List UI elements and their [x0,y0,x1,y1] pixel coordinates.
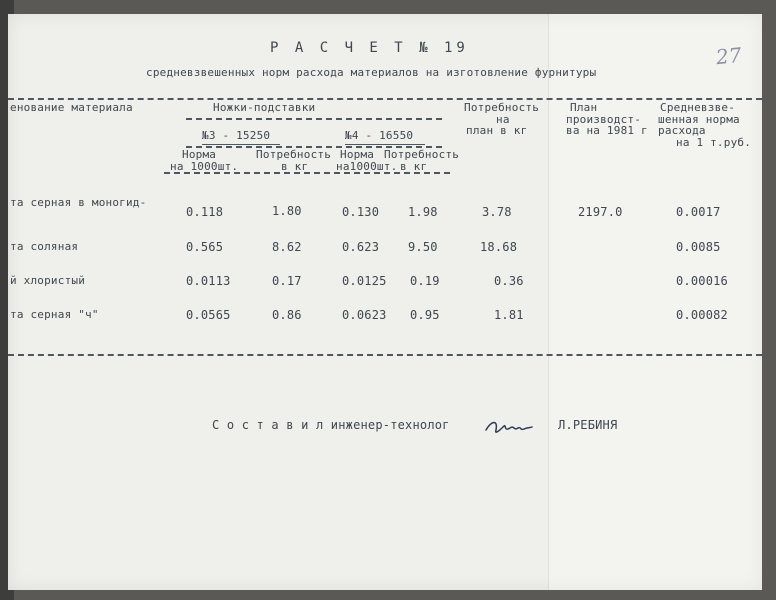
header-plan-need-b: на [496,113,510,126]
header-sub1: №3 - 15250 [202,129,271,142]
header-need1-b: в кг [281,160,309,173]
header-plan-need-c: план в кг [466,124,528,137]
row-material: та серная в моногид- [10,196,147,209]
table-bottom-rule [8,354,762,356]
row-plan: 2197.0 [578,205,623,219]
header-norm2-b: на1000шт. [336,160,398,173]
compiler-name: Л.РЕБИНЯ [558,418,618,432]
header-avg-d: на 1 т.руб. [676,136,752,149]
handwritten-page-number: 27 [714,42,743,70]
row-need2: 0.19 [410,274,440,288]
row-norm2: 0.0125 [342,274,387,288]
row-norm1: 0.0113 [186,274,231,288]
document-subtitle: средневзвешенных норм расхода материалов на изготовление фурнитуры [146,66,597,79]
row-avg: 0.00082 [676,308,728,322]
paper-fold [548,14,549,590]
header-material: енование материала [10,101,133,114]
row-plan-need: 1.81 [494,308,524,322]
row-norm1: 0.565 [186,240,224,254]
row-need1: 1.80 [272,204,302,218]
row-need2: 0.95 [410,308,440,322]
handwritten-signature [484,416,534,438]
header-plan-a: План [570,101,598,114]
row-norm2: 0.623 [342,240,380,254]
header-norm1-b: на 1000шт. [170,160,239,173]
row-need1: 8.62 [272,240,302,254]
row-plan-need: 18.68 [480,240,518,254]
header-bottom-rule [164,172,450,174]
header-avg-c: расхода [658,124,706,137]
header-plan-b: производст- [566,113,642,126]
compiled-by: С о с т а в и л инженер-технолог [212,418,450,432]
row-need1: 0.17 [272,274,302,288]
row-norm1: 0.118 [186,205,224,219]
group-rule [186,118,442,120]
row-norm2: 0.130 [342,205,380,219]
row-need1: 0.86 [272,308,302,322]
header-plan-c: ва на 1981 г [566,124,648,137]
sub2-underline [345,144,425,145]
header-need2-b: в кг [400,160,428,173]
sub1-underline [202,144,280,145]
row-plan-need: 0.36 [494,274,524,288]
row-need2: 1.98 [408,205,438,219]
header-avg-a: Средневзве- [660,101,736,114]
header-plan-need-a: Потребность [464,101,540,114]
header-sub2: №4 - 16550 [345,129,414,142]
header-norm1-a: Норма [182,148,217,161]
row-material: й хлористый [10,274,86,287]
header-need1-a: Потребность [256,148,332,161]
table-top-rule [8,98,762,100]
row-avg: 0.0017 [676,205,721,219]
header-need2-a: Потребность [384,148,460,161]
row-norm2: 0.0623 [342,308,387,322]
header-group: Ножки-подставки [213,101,316,114]
document-title: Р А С Ч Е Т № 19 [270,40,469,56]
header-norm2-a: Норма [340,148,375,161]
row-need2: 9.50 [408,240,438,254]
header-avg-b: шенная норма [658,113,740,126]
row-avg: 0.0085 [676,240,721,254]
row-material: та соляная [10,240,79,253]
row-avg: 0.00016 [676,274,728,288]
row-norm1: 0.0565 [186,308,231,322]
row-material: та серная "ч" [10,308,99,321]
row-plan-need: 3.78 [482,205,512,219]
